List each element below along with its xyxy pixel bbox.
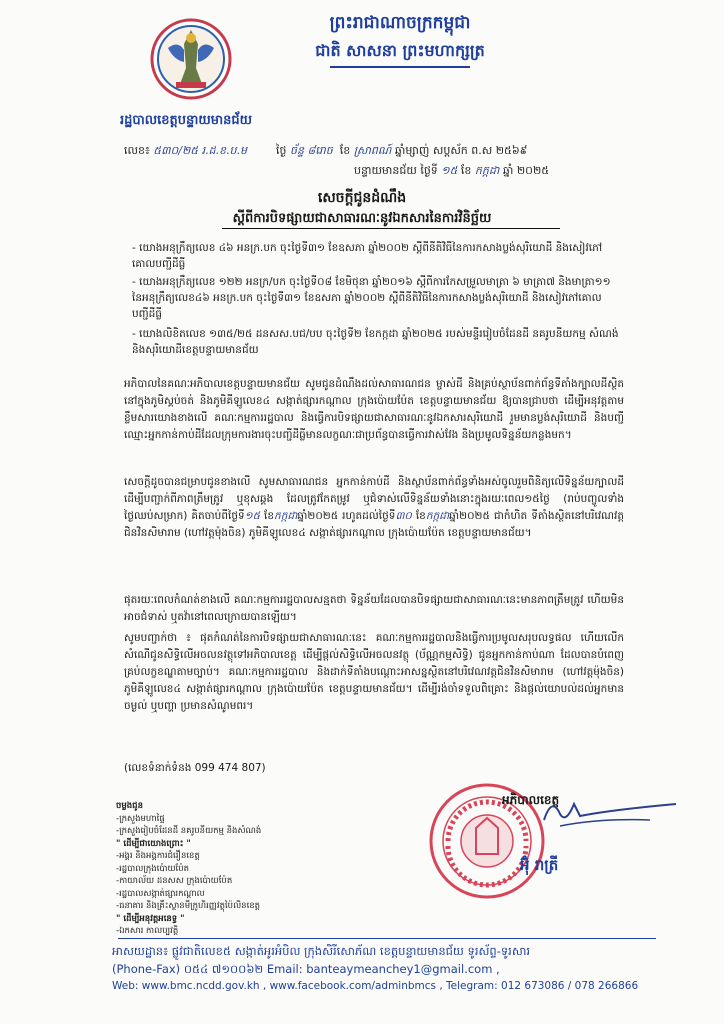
signer-title: អភិបាលខេត្ត bbox=[502, 793, 560, 807]
period-start-day: ១៥ bbox=[244, 510, 261, 522]
national-motto: ជាតិ សាសនា ព្រះមហាក្សត្រ bbox=[315, 41, 485, 60]
provincial-emblem-icon bbox=[150, 18, 232, 100]
footer-divider bbox=[118, 938, 656, 939]
body-paragraph-3: ផុតរយៈពេលកំណត់ខាងលើ គណៈកម្មការរដ្ឋបាលសន្មតថា ទិន្នន័យដែលបានបិទផ្សាយជាសាធារណៈនេះមានភាពត្រឹមត្រូវ ហើយមិនអាចជំទាស់ ឬតវ៉ានៅពេលក្រោយបានឡើយ។ bbox=[124, 594, 624, 623]
cc-list bbox=[116, 800, 261, 938]
list-item: -រដ្ឋបាលក្រុងប៉ោយប៉ែត bbox=[116, 863, 190, 874]
solar-day: ១៥ bbox=[441, 164, 458, 177]
solar-month-label: ខែ bbox=[460, 164, 472, 177]
subject-underline bbox=[222, 228, 560, 229]
period-start-month: កក្កដា bbox=[274, 510, 298, 522]
cc-heading: ចម្លងជូន bbox=[116, 801, 143, 811]
period-end-month: កក្កដា bbox=[425, 510, 450, 522]
reference-bullet-text: យោងលិខិតលេខ ១៣៥/២៥ ដនសស.បជ/បប ចុះថ្ងៃទី២ ខែកក្កដា ឆ្នាំ២០២៥ របស់មន្ទីររៀបចំដែនដី នគរូបនីយកម្ម សំណង់ និងសុរិយោដីខេត្តបន្ទាយមានជ័យ bbox=[132, 328, 619, 356]
reference-bullet-text: យោងអនុក្រឹត្យលេខ ៤៦ អនក្រ.បក ចុះថ្ងៃទី៣១ ខែឧសភា ឆ្នាំ២០០២ ស្តីពីនីតិវិធីនៃការកសាងប្លង់សុរិយោដី និងសៀវភៅគោលបញ្ជីដីធ្លី bbox=[132, 242, 603, 270]
reference-bullet: - យោងលិខិតលេខ ១៣៥/២៥ ដនសស.បជ/បប ចុះថ្ងៃទី២ ខែកក្កដា ឆ្នាំ២០២៥ របស់មន្ទីររៀបចំដែនដី នគរូបនីយកម្ម សំណង់ និងសុរិយោដីខេត្តបន្ទាយមានជ័យ bbox=[132, 328, 619, 356]
period-start-month-label: ខែ bbox=[264, 510, 275, 522]
footer-phone-email: (Phone-Fax) ០៥៤ ៧១០០៦២ Email: banteaymeanchey1@gmail.com , bbox=[112, 962, 500, 976]
reference-bullet-text: យោងអនុក្រឹត្យលេខ ១២២ អនក្រ/បក ចុះថ្ងៃទី០៨ ខែមិថុនា ឆ្នាំ២០១៦ ស្តីពីការកែសម្រួលមាត្រា ៦ មាត្រា៧ និងមាត្រា១១ នៃអនុក្រឹត្យលេខ៤៦ អនក្រ.បក ចុះថ្ងៃទី៣១ ខែឧសភា ឆ្នាំ២០០២ ស្តីពីនីតិវិធីនៃការកសាងប្លង់សុរិយោដី និងសៀវភៅគោលបញ្ជីដីធ្លី bbox=[132, 276, 611, 320]
reference-bullet: - យោងអនុក្រឹត្យលេខ ៤៦ អនក្រ.បក ចុះថ្ងៃទី៣១ ខែឧសភា ឆ្នាំ២០០២ ស្តីពីនីតិវិធីនៃការកសាងប្លង់សុរិយោដី និងសៀវភៅគោលបញ្ជីដីធ្លី bbox=[132, 242, 603, 270]
lunar-date bbox=[276, 144, 527, 160]
solar-place-label: បន្ទាយមានជ័យ ថ្ងៃទី bbox=[354, 164, 438, 177]
notice-title: សេចក្តីជូនដំណឹង bbox=[317, 190, 407, 206]
reference-value: ៥៣០/២៥ រ.ដ.ខ.ប.ម bbox=[153, 144, 247, 157]
contact-phone: (លេខទំនាក់ទំនង 099 474 807) bbox=[124, 762, 266, 774]
period-end-label: ឆ្នាំ២០២៥ រហូតដល់ថ្ងៃទី bbox=[297, 510, 396, 522]
reference-bullet: - យោងអនុក្រឹត្យលេខ ១២២ អនក្រ/បក ចុះថ្ងៃទី០៨ ខែមិថុនា ឆ្នាំ២០១៦ ស្តីពីការកែសម្រួលមាត្រា ៦ មាត្រា៧ និងមាត្រា១១ នៃអនុក្រឹត្យលេខ៤៦ អនក្រ.បក ចុះថ្ងៃទី៣១ ខែឧសភា ឆ្នាំ២០០២ ស្តីពីនីតិវិធីនៃការកសាងប្លង់សុរិយោដី និងសៀវភៅគោលបញ្ជីដីធ្លី bbox=[132, 276, 611, 320]
reference-label: លេខ៖ bbox=[124, 144, 150, 157]
list-item: " ដើម្បីអនុវត្តអនេទ្ធ " bbox=[116, 913, 185, 924]
list-item: -ធនាគារ និងគ្រឹះស្ថានមីក្រូហិរញ្ញវត្ថុប៉ៃលិនខេត្ត bbox=[116, 901, 261, 911]
administration-name: រដ្ឋបាលខេត្តបន្ទាយមានជ័យ bbox=[120, 113, 253, 128]
lunar-day-label: ថ្ងៃ bbox=[276, 144, 287, 157]
list-item: -ឯកសារ កាលប្បវត្តិ bbox=[116, 926, 179, 936]
list-item: -ក្រសួងរៀបចំដែនដី នគរូបនីយកម្ម និងសំណង់ bbox=[116, 826, 262, 836]
reference-number bbox=[124, 144, 247, 160]
lunar-year: ឆ្នាំម្សាញ់ សប្តស័ក ព.ស ២៥៦៩ bbox=[394, 144, 528, 157]
paragraph-2-start: សេចក្តីដូចបានជម្រាបជូនខាងលើ សូមសាធារណជន អ្នកកាន់កាប់ដី និងស្ថាប័នពាក់ព័ន្ធទាំងអស់ចូលរួមពិនិត្យលើទិន្នន័យក្បាលដី ដើម្បីបញ្ជាក់ពីភាពត្រឹមត្រូវ ឬខុសឆ្គង ដែលត្រូវកែតម្រូវ ឬជំទាស់លើទិន្នន័យទាំងនោះក្នុងរយៈពេល១៥ថ្ងៃ (រាប់បញ្ចូលទាំងថ្ងៃឈប់សម្រាក) គិតចាប់ពីថ្ងៃទី bbox=[124, 476, 624, 522]
list-item: -អង្គរ និងអង្គការជំរឿនខេត្ត bbox=[116, 851, 200, 861]
footer-web: Web: www.bmc.ncdd.gov.kh , www.facebook.com/adminbmcs , Telegram: 012 673086 / 078 266866 bbox=[112, 980, 639, 992]
period-end-month-label: ខែ bbox=[415, 510, 426, 522]
paragraph-2-end: ឆ្នាំ២០២៥ ជាកំហិត ទីតាំងស្ថិតនៅបរិវេណវត្តជិនវិនសិមារាម (ហៅវត្តម៉ុងចិន) ភូមិគីឡូលេខ៤ សង្កាត់ផ្សារកណ្តាល ក្រុងប៉ោយប៉ែត ខេត្តបន្ទាយមានជ័យ។ bbox=[124, 510, 624, 539]
list-item: " ដើម្បីជាយោងព្រោះ " bbox=[116, 838, 191, 849]
signature-icon bbox=[540, 790, 680, 830]
signer-name: អ៊ុំ រាត្រី bbox=[520, 856, 559, 874]
header-divider bbox=[330, 66, 470, 68]
list-item: -ក្រសួងមហាផ្ទៃ bbox=[116, 813, 165, 824]
footer-address: អាសយដ្ឋាន៖ ផ្លូវជាតិលេខ៥ សង្កាត់អូរអំបិល ក្រុងសិរីសោភ័ណ ខេត្តបន្ទាយមានជ័យ ទូរស័ព្ទ-ទូរសារ bbox=[112, 944, 531, 958]
body-paragraph-1: អភិបាលនៃគណៈអភិបាលខេត្តបន្ទាយមានជ័យ សូមជូនដំណឹងដល់សាធារណជន ម្ចាស់ដី និងគ្រប់ស្ថាប័នពាក់ព័ន្ធទីតាំងក្បាលដីស្ថិតនៅក្នុងភូមិស្គប់ចត់ និងភូមិគីឡូលេខ៤ សង្កាត់ផ្សារកណ្តាល ក្រុងប៉ោយប៉ែត ខេត្តបន្ទាយមានជ័យ ឱ្យបានជ្រាបថា ដើម្បីអនុវត្តតាមខ្លឹមសារយោងខាងលើ គណៈកម្មការរដ្ឋបាល និងធ្វើការបិទផ្សាយជាសាធារណៈនូវឯកសារសុរិយោដី រួមមានប្លង់សុរិយោដី និងបញ្ជីឈ្មោះអ្នកកាន់កាប់ដីដែលក្រុមការងារចុះបញ្ជីដីធ្លីមានលក្ខណៈជាប្រព័ន្ធបានធ្វើការវាស់វែង និងប្រមូលទិន្នន័យកន្លងមក។ bbox=[124, 378, 624, 441]
list-item: -កាយាល័យ ដនសស ក្រុងប៉ោយប៉ែត bbox=[116, 876, 233, 886]
body-paragraph-2 bbox=[124, 474, 624, 542]
lunar-month-value: ស្រាពណ៍ bbox=[353, 144, 392, 157]
lunar-day-value: ច័ន្ទ ៨រោច bbox=[289, 144, 333, 157]
solar-year: ឆ្នាំ ២០២៥ bbox=[502, 164, 550, 177]
lunar-month-label: ខែ bbox=[339, 144, 351, 157]
solar-month: កក្កដា bbox=[474, 164, 500, 177]
body-paragraph-4: សូមបញ្ជាក់ថា ៖ ផុតកំណត់នៃការបិទផ្សាយជាសាធារណៈនេះ គណៈកម្មការរដ្ឋបាលនិងធ្វើការប្រមូលសរុបលទ្ធផល ហើយលើកសំណើជូនសិទ្ធិលើអចលនវត្ថុទៅអភិបាលខេត្ត ដើម្បីផ្តល់សិទ្ធិលើអចលនវត្ថុ (ប័ណ្ណកម្មសិទ្ធិ) ជូនអ្នកកាន់កាប់ណា ដែលបានបំពេញគ្រប់លក្ខខណ្ឌតាមច្បាប់។ គណៈកម្មការរដ្ឋបាល និងដាក់ទីតាំងបណ្តោះអាសន្នស្ថិតនៅបរិវេណវត្តជិនវិនសិមារាម (ហៅវត្តម៉ុងចិន) ភូមិគីឡូលេខ៤ សង្កាត់ផ្សារកណ្តាល ក្រុងប៉ោយប៉ែត ខេត្តបន្ទាយមានជ័យ។ ដើម្បីរង់ចាំទទួលពិគ្រោះ និងផ្តល់យោបល់ដល់អ្នកមានចម្ងល់ ឬបញ្ហា ប្រមានសំណូមពរ។ bbox=[124, 632, 624, 712]
kingdom-heading: ព្រះរាជាណាចក្រកម្ពុជា bbox=[329, 13, 471, 33]
period-end-day: ៣០ bbox=[395, 510, 412, 522]
solar-date bbox=[354, 164, 549, 180]
list-item: -រដ្ឋបាលសង្កាត់ផ្សារកណ្តាល bbox=[116, 888, 205, 899]
notice-subject: ស្តីពីការបិទផ្សាយជាសាធារណៈនូវឯកសារនៃការវិនិច្ឆ័យ bbox=[232, 211, 492, 226]
